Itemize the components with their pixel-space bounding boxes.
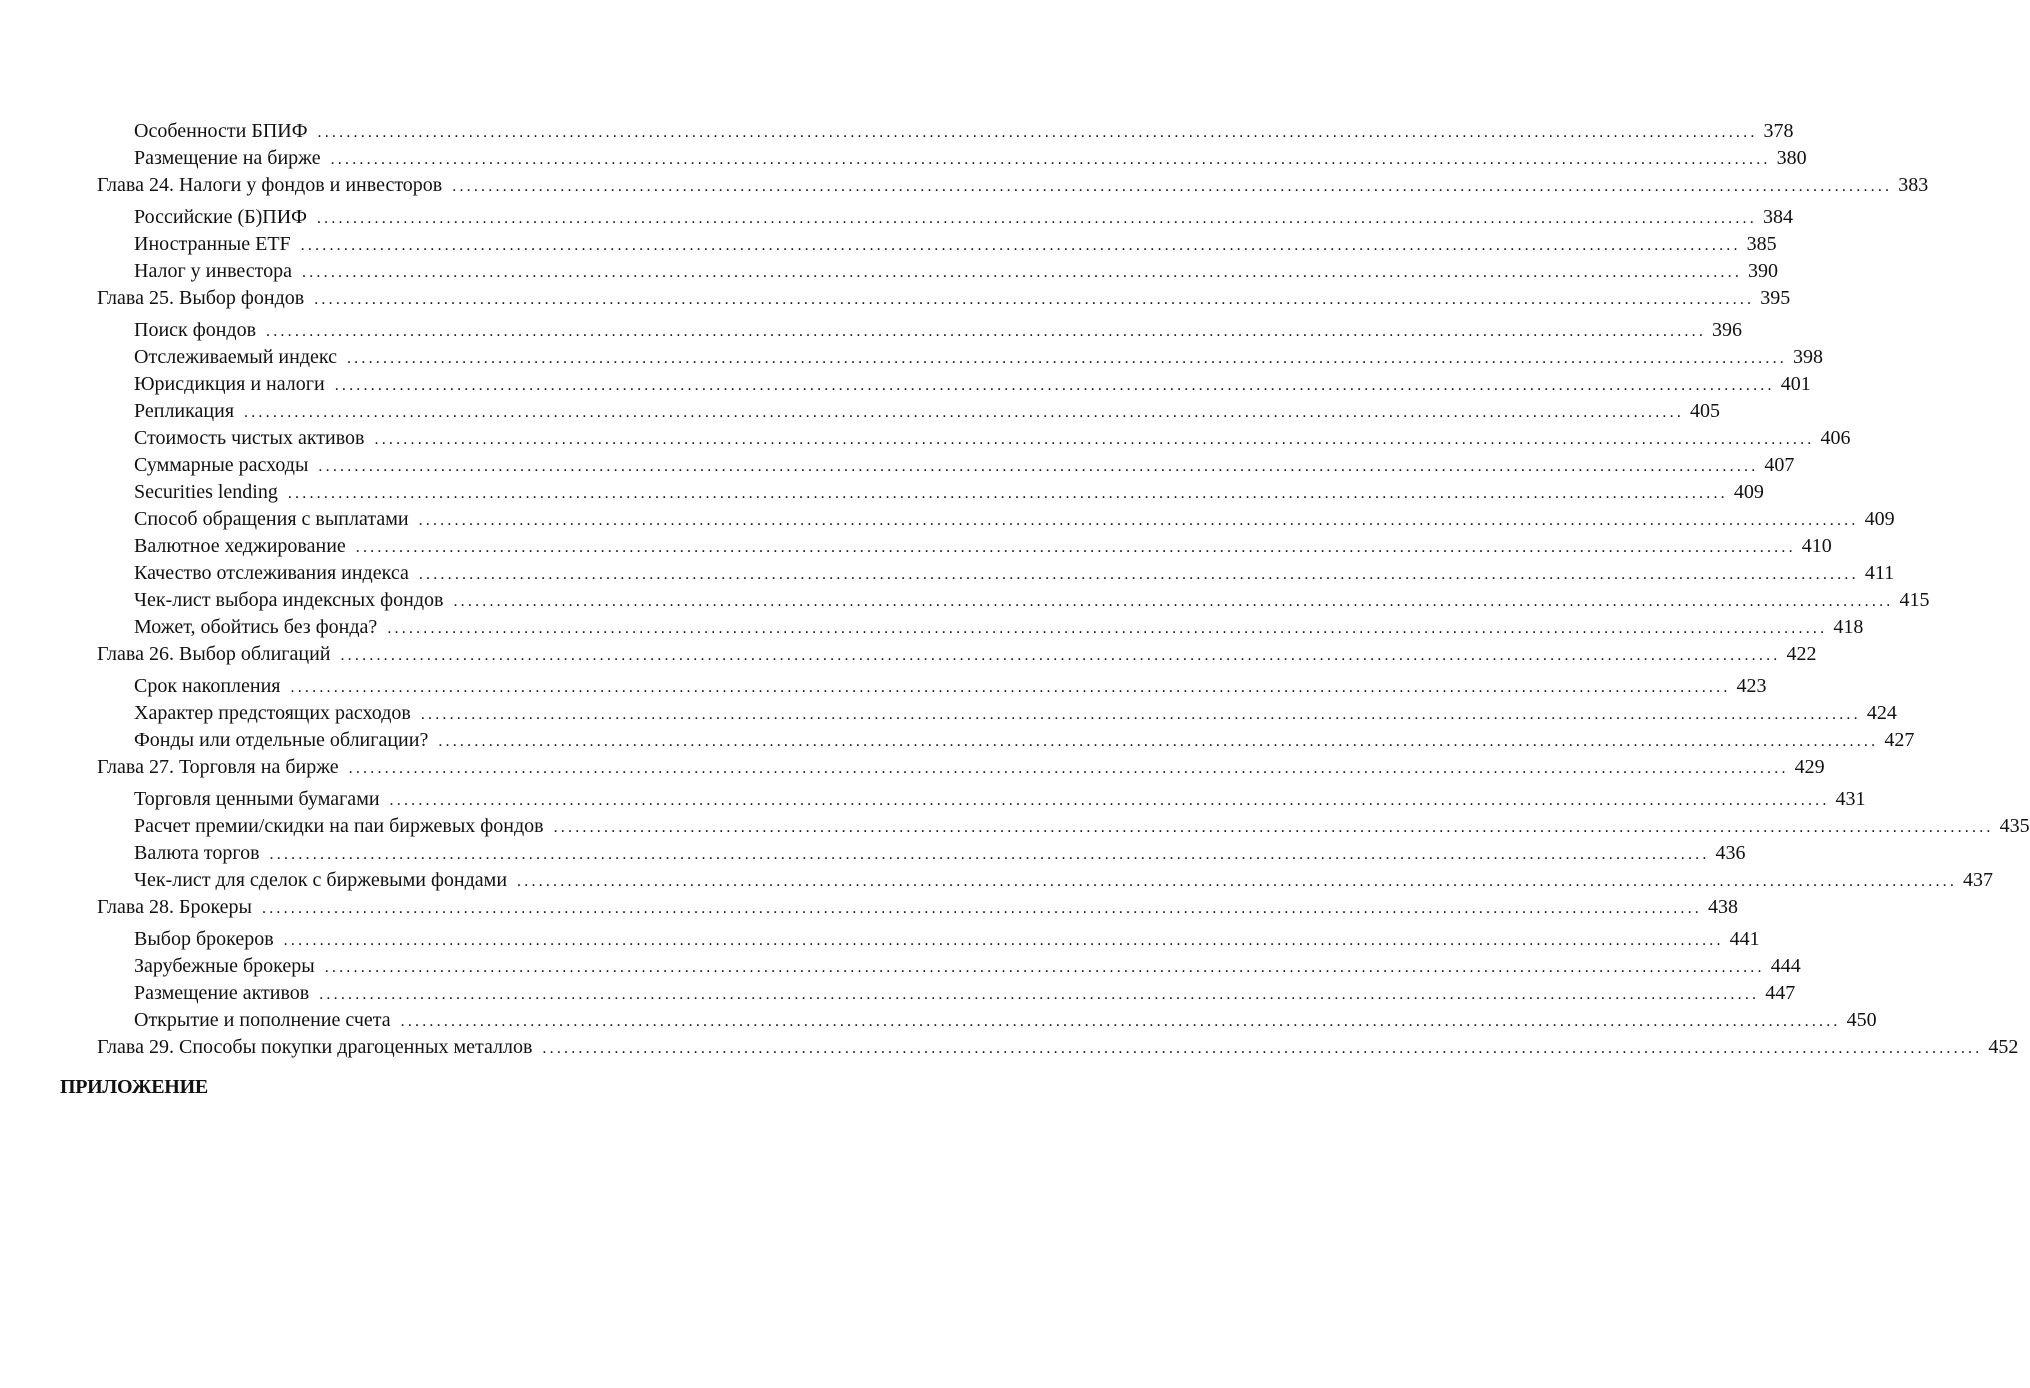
toc-section-entry — [97, 479, 1764, 506]
toc-entry-title: Размещение на бирже — [134, 147, 321, 169]
dot-leader: ........................................................................................................................................................................................................ — [453, 593, 1894, 610]
toc-entry-title: Торговля ценными бумагами — [134, 788, 380, 810]
toc-entry-title: Репликация — [134, 400, 235, 422]
toc-entry-title: Характер предстоящих расходов — [134, 702, 411, 724]
toc-section-entry — [97, 813, 2030, 840]
toc-entry-title: Глава 29. Способы покупки драгоценных металлов — [97, 1036, 533, 1058]
toc-entry-page: 406 — [1820, 427, 1851, 449]
toc-entry-page: 422 — [1786, 643, 1817, 665]
toc-entry-title: Способ обращения с выплатами — [134, 508, 409, 530]
toc-entry-page: 441 — [1729, 928, 1760, 950]
toc-entry-title: Расчет премии/скидки на паи биржевых фондов — [134, 815, 544, 837]
toc-entry-page: 390 — [1748, 260, 1779, 282]
toc-section-entry — [97, 867, 1994, 894]
dot-leader: ........................................................................................................................................................................................................ — [330, 151, 1771, 168]
toc-entry-page: 411 — [1864, 562, 1895, 584]
toc-entry-title: Суммарные расходы — [134, 454, 309, 476]
dot-leader: ........................................................................................................................................................................................................ — [269, 846, 1710, 863]
toc-entry-page: 437 — [1963, 869, 1994, 891]
dot-leader: ........................................................................................................................................................................................................ — [287, 485, 1728, 502]
toc-entry-page: 435 — [1999, 815, 2030, 837]
toc-section-entry — [97, 258, 1779, 285]
toc-entry-title: Иностранные ETF — [134, 233, 291, 255]
toc-section-entry — [97, 204, 1793, 231]
table-of-contents — [97, 118, 2030, 1061]
toc-chapter-entry — [97, 285, 1791, 312]
dot-leader: ........................................................................................................................................................................................................ — [266, 323, 1707, 340]
toc-entry-title: Стоимость чистых активов — [134, 427, 365, 449]
dot-leader: ........................................................................................................................................................................................................ — [374, 431, 1815, 448]
toc-entry-page: 396 — [1712, 319, 1743, 341]
toc-entry-title: Чек-лист для сделок с биржевыми фондами — [134, 869, 508, 891]
toc-entry-page: 452 — [1988, 1036, 2019, 1058]
dot-leader: ........................................................................................................................................................................................................ — [355, 539, 1796, 556]
dot-leader: ........................................................................................................................................................................................................ — [387, 620, 1828, 637]
toc-entry-page: 409 — [1864, 508, 1895, 530]
toc-section-entry — [97, 118, 1794, 145]
toc-entry-page: 407 — [1764, 454, 1795, 476]
dot-leader: ........................................................................................................................................................................................................ — [334, 377, 1775, 394]
dot-leader: ........................................................................................................................................................................................................ — [340, 647, 1781, 664]
toc-section-entry — [97, 452, 1795, 479]
toc-entry-title: Глава 26. Выбор облигаций — [97, 643, 331, 665]
toc-entry-page: 415 — [1899, 589, 1930, 611]
toc-section-entry — [97, 371, 1811, 398]
dot-leader: ........................................................................................................................................................................................................ — [324, 959, 1765, 976]
toc-entry-page: 405 — [1690, 400, 1721, 422]
toc-section-entry — [97, 953, 1801, 980]
toc-entry-title: Особенности БПИФ — [134, 120, 308, 142]
dot-leader: ........................................................................................................................................................................................................ — [244, 404, 1685, 421]
toc-entry-title: Валюта торгов — [134, 842, 260, 864]
toc-entry-title: Отслеживаемый индекс — [134, 346, 337, 368]
toc-section-entry — [97, 533, 1832, 560]
toc-entry-title: Поиск фондов — [134, 319, 257, 341]
dot-leader: ........................................................................................................................................................................................................ — [317, 124, 1758, 141]
toc-section-entry — [97, 786, 1866, 813]
toc-entry-title: Размещение активов — [134, 982, 310, 1004]
dot-leader: ........................................................................................................................................................................................................ — [348, 760, 1789, 777]
toc-entry-title: Срок накопления — [134, 675, 281, 697]
toc-section-entry — [97, 344, 1823, 371]
toc-entry-page: 385 — [1746, 233, 1777, 255]
toc-chapter-entry — [97, 894, 1738, 921]
toc-section-entry — [97, 506, 1895, 533]
toc-chapter-entry — [97, 641, 1817, 668]
appendix-heading: ПРИЛОЖЕНИЕ — [60, 1076, 208, 1098]
toc-section-entry — [97, 673, 1767, 700]
toc-entry-page: 444 — [1770, 955, 1801, 977]
toc-entry-title: Качество отслеживания индекса — [134, 562, 409, 584]
dot-leader: ........................................................................................................................................................................................................ — [553, 819, 1994, 836]
dot-leader: ........................................................................................................................................................................................................ — [418, 512, 1859, 529]
toc-section-entry — [97, 700, 1897, 727]
toc-section-entry — [97, 587, 1930, 614]
toc-entry-title: Глава 28. Брокеры — [97, 896, 252, 918]
toc-entry-title: Может, обойтись без фонда? — [134, 616, 378, 638]
toc-entry-page: 438 — [1708, 896, 1738, 918]
toc-section-entry — [97, 840, 1746, 867]
dot-leader: ........................................................................................................................................................................................................ — [389, 792, 1830, 809]
toc-entry-page: 398 — [1792, 346, 1823, 368]
dot-leader: ........................................................................................................................................................................................................ — [316, 210, 1757, 227]
toc-entry-title: Юрисдикция и налоги — [134, 373, 325, 395]
toc-entry-title: Глава 24. Налоги у фондов и инвесторов — [97, 174, 443, 196]
toc-chapter-entry — [97, 172, 1929, 199]
toc-entry-page: 410 — [1801, 535, 1832, 557]
toc-entry-title: Глава 25. Выбор фондов — [97, 287, 305, 309]
dot-leader: ........................................................................................................................................................................................................ — [319, 986, 1760, 1003]
toc-entry-title: Валютное хеджирование — [134, 535, 346, 557]
toc-entry-page: 436 — [1715, 842, 1746, 864]
toc-entry-page: 418 — [1833, 616, 1864, 638]
toc-entry-title: Чек-лист выбора индексных фондов — [134, 589, 444, 611]
toc-entry-title: Выбор брокеров — [134, 928, 274, 950]
toc-entry-page: 401 — [1780, 373, 1811, 395]
dot-leader: ........................................................................................................................................................................................................ — [542, 1040, 1983, 1057]
toc-entry-page: 447 — [1765, 982, 1796, 1004]
dot-leader: ........................................................................................................................................................................................................ — [452, 178, 1893, 195]
toc-entry-page: 395 — [1760, 287, 1791, 309]
toc-section-entry — [97, 980, 1796, 1007]
dot-leader: ........................................................................................................................................................................................................ — [300, 237, 1741, 254]
toc-entry-page: 378 — [1763, 120, 1794, 142]
toc-section-entry — [97, 614, 1864, 641]
toc-entry-title: Открытие и пополнение счета — [134, 1009, 391, 1031]
toc-entry-page: 409 — [1733, 481, 1764, 503]
dot-leader: ........................................................................................................................................................................................................ — [420, 706, 1861, 723]
toc-section-entry — [97, 560, 1895, 587]
toc-entry-page: 384 — [1762, 206, 1793, 228]
dot-leader: ........................................................................................................................................................................................................ — [262, 900, 1702, 917]
toc-section-entry — [97, 145, 1807, 172]
toc-entry-page: 427 — [1884, 729, 1915, 751]
dot-leader: ........................................................................................................................................................................................................ — [318, 458, 1759, 475]
toc-chapter-entry — [97, 754, 1825, 781]
toc-entry-title: Фонды или отдельные облигации? — [134, 729, 429, 751]
toc-entry-page: 431 — [1835, 788, 1866, 810]
toc-section-entry — [97, 926, 1760, 953]
dot-leader: ........................................................................................................................................................................................................ — [517, 873, 1958, 890]
dot-leader: ........................................................................................................................................................................................................ — [438, 733, 1879, 750]
toc-section-entry — [97, 398, 1721, 425]
toc-entry-title: Глава 27. Торговля на бирже — [97, 756, 339, 778]
dot-leader: ........................................................................................................................................................................................................ — [400, 1013, 1841, 1030]
toc-section-entry — [97, 1007, 1877, 1034]
toc-entry-page: 380 — [1776, 147, 1807, 169]
dot-leader: ........................................................................................................................................................................................................ — [314, 291, 1755, 308]
dot-leader: ........................................................................................................................................................................................................ — [290, 679, 1731, 696]
toc-entry-title: Налог у инвестора — [134, 260, 293, 282]
toc-section-entry — [97, 317, 1743, 344]
toc-entry-page: 429 — [1794, 756, 1825, 778]
dot-leader: ........................................................................................................................................................................................................ — [346, 350, 1787, 367]
toc-chapter-entry — [97, 1034, 2019, 1061]
dot-leader: ........................................................................................................................................................................................................ — [418, 566, 1859, 583]
toc-section-entry — [97, 425, 1851, 452]
toc-entry-title: Securities lending — [134, 481, 278, 503]
toc-entry-title: Российские (Б)ПИФ — [134, 206, 307, 228]
dot-leader: ........................................................................................................................................................................................................ — [283, 932, 1724, 949]
toc-entry-page: 450 — [1846, 1009, 1877, 1031]
dot-leader: ........................................................................................................................................................................................................ — [302, 264, 1743, 281]
toc-entry-title: Зарубежные брокеры — [134, 955, 315, 977]
toc-section-entry — [97, 727, 1915, 754]
toc-section-entry — [97, 231, 1777, 258]
toc-entry-page: 423 — [1736, 675, 1767, 697]
toc-entry-page: 383 — [1898, 174, 1929, 196]
toc-entry-page: 424 — [1866, 702, 1897, 724]
